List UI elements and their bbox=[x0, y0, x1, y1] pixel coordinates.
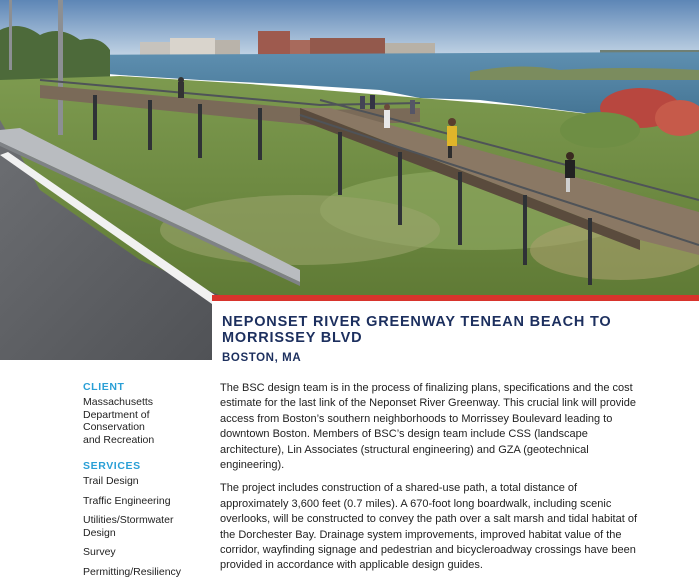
service-item: Survey bbox=[83, 546, 116, 558]
project-description bbox=[220, 381, 645, 582]
service-item: Utilities/Stormwater Design bbox=[83, 514, 174, 539]
service-item: Trail Design bbox=[83, 475, 139, 487]
project-sidebar bbox=[83, 381, 208, 585]
client-heading: CLIENT bbox=[83, 381, 125, 393]
service-item: Traffic Engineering bbox=[83, 494, 171, 507]
client-name: Massachusetts Department of Conservation and Recreation bbox=[83, 396, 155, 446]
services-list bbox=[83, 475, 208, 578]
description-paragraph: The BSC design team is in the process of finalizing plans, specifications and the cost estimate for the last link of the Neponset River Greenway. This crucial link will provide access from Boston’s southern neighborhoods to Morrissey Boulevard leading to downtown Boston. Members of BSC’s design team include CSS (landscape architecture), Lin Associates (structural engineering) and GZA (geotechnical engineering). bbox=[220, 382, 636, 472]
project-title: NEPONSET RIVER GREENWAY TENEAN BEACH TO MORRISSEY BLVD bbox=[222, 314, 612, 346]
description-paragraph: The project includes construction of a shared-use path, a total distance of approximately 3,600 feet (0.7 miles). A 670-foot long boardwalk, including scenic overlooks, will be constructed to convey the path over a salt marsh and tidal habitat of the Dorchester Bay. Drainage system improvements, improved habitat value of the corridor, wayfinding signage and pedestrian and bicycleroadway crossings have been provided in accordance with applicable design guides. bbox=[220, 482, 638, 572]
project-location: BOSTON, MA bbox=[222, 352, 302, 364]
services-heading: SERVICES bbox=[83, 460, 141, 472]
project-title-card bbox=[212, 295, 699, 375]
service-item: Permitting/Resiliency bbox=[83, 565, 182, 578]
